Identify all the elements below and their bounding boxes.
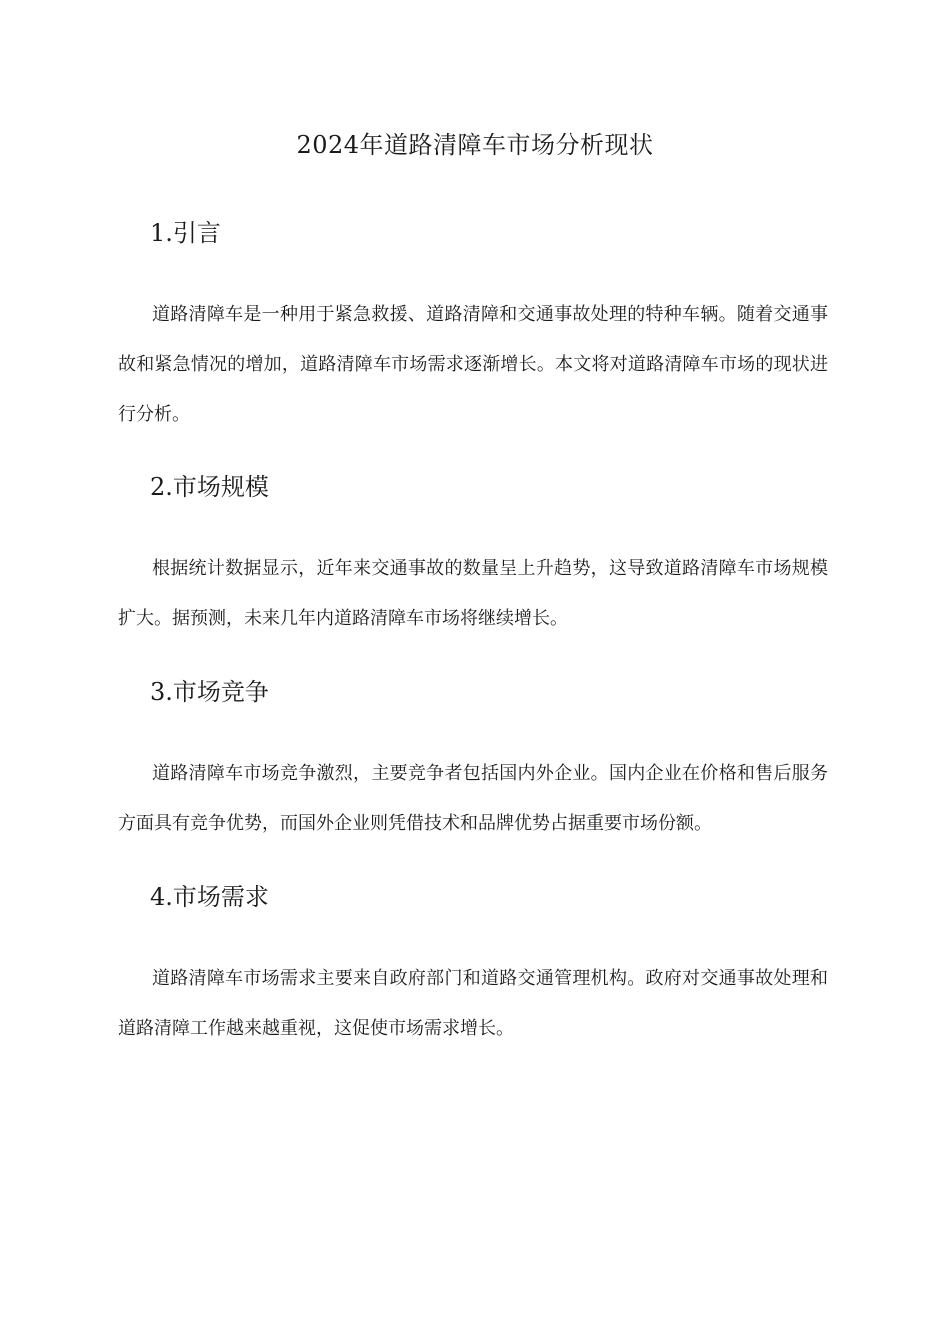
section-body-market-size: 根据统计数据显示，近年来交通事故的数量呈上升趋势，这导致道路清障车市场规模扩大。据预测，未来几年内道路清障车市场将继续增长。 (118, 558, 828, 629)
document-title: 2024年道路清障车市场分析现状 (296, 131, 654, 159)
section-body-market-demand: 道路清障车市场需求主要来自政府部门和道路交通管理机构。政府对交通事故处理和道路清障工作越来越重视，这促使市场需求增长。 (118, 968, 828, 1039)
section-heading-market-competition: 3.市场竞争 (150, 678, 269, 706)
section-heading-introduction: 1.引言 (150, 219, 221, 247)
section-heading-market-size: 2.市场规模 (150, 473, 269, 501)
section-body-market-competition: 道路清障车市场竞争激烈，主要竞争者包括国内外企业。国内企业在价格和售后服务方面具有竞争优势，而国外企业则凭借技术和品牌优势占据重要市场份额。 (118, 763, 828, 834)
section-body-introduction: 道路清障车是一种用于紧急救援、道路清障和交通事故处理的特种车辆。随着交通事故和紧急情况的增加，道路清障车市场需求逐渐增长。本文将对道路清障车市场的现状进行分析。 (118, 304, 828, 425)
section-heading-market-demand: 4.市场需求 (150, 883, 269, 911)
